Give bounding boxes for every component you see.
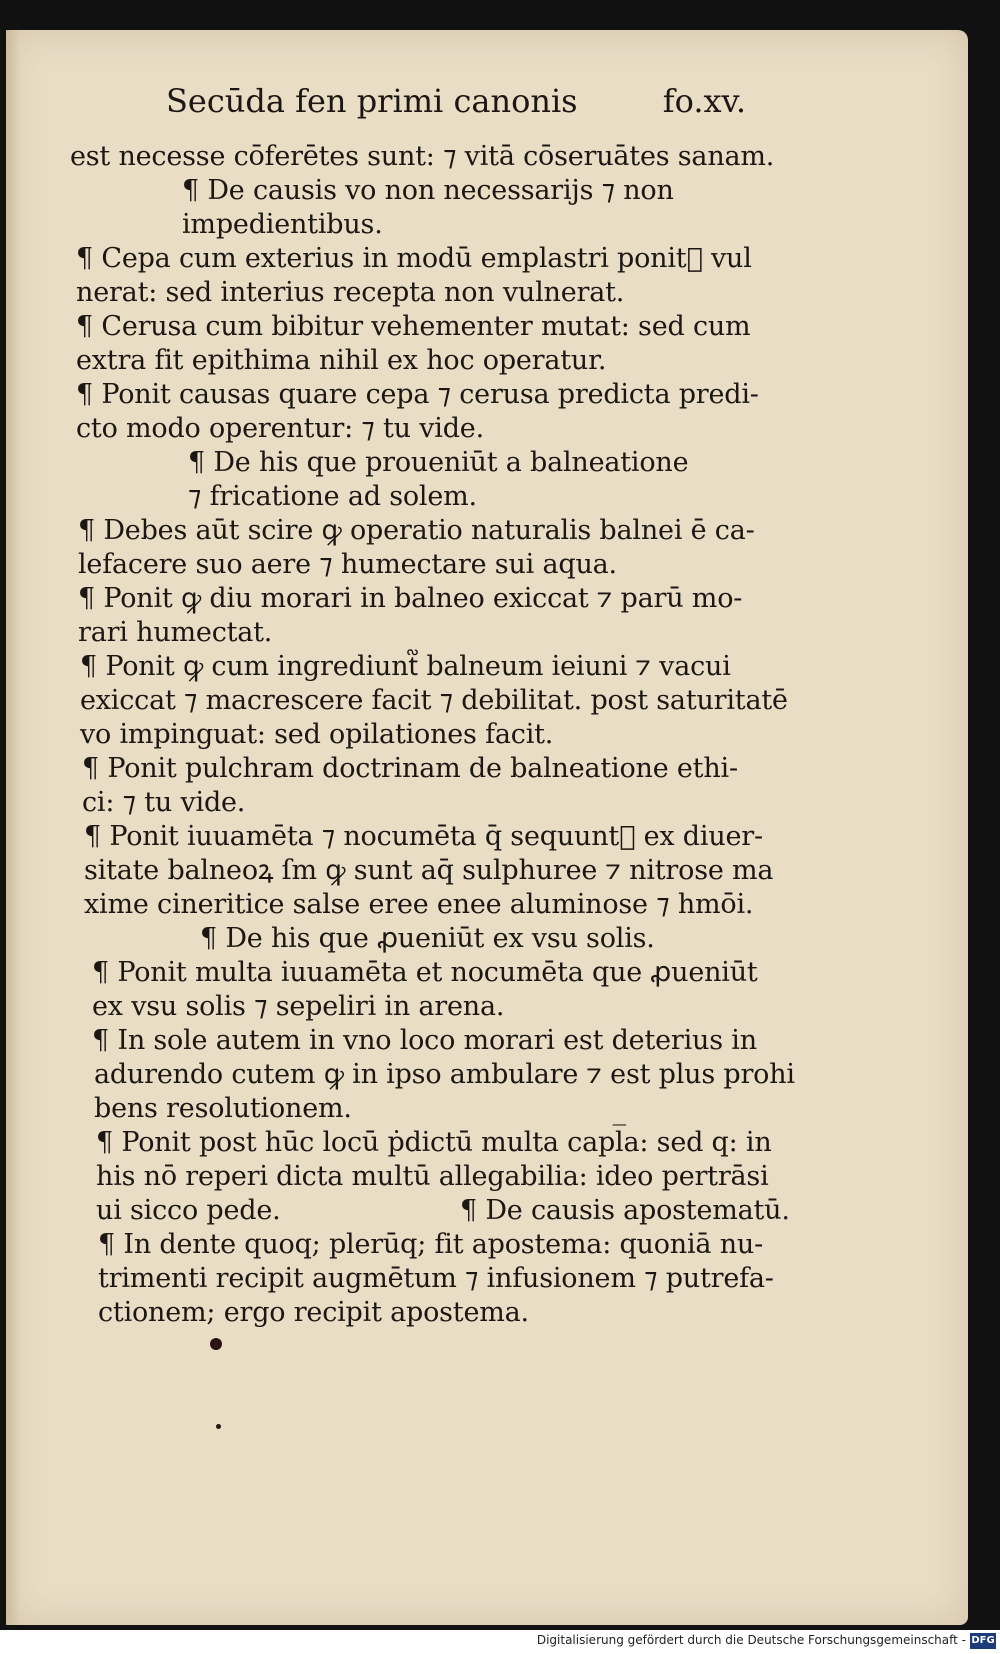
paragraph-line: ¶ Ponit ꝙ diu morari in balneo exiccat ⁊ parū mo- [78, 583, 743, 614]
text-line: trimenti recipit augmētum ⁊ infusionem ⁊ putrefa- [98, 1263, 774, 1294]
text-line: exiccat ⁊ macrescere facit ⁊ debilitat. post saturitatē [80, 685, 788, 716]
section-heading: ¶ De causis vo non necessarijs ⁊ non [182, 175, 674, 206]
text-line: cto modo operentur: ⁊ tu vide. [76, 413, 484, 444]
folio-number: fo.xv. [662, 82, 746, 120]
text-line: lefacere suo aere ⁊ humectare sui aqua. [78, 549, 617, 580]
running-head-title: Secūda fen primi canonis [166, 82, 578, 120]
text-line: vo impinguat: sed opilationes facit. [80, 719, 554, 750]
section-heading: ¶ De causis apostematū. [460, 1195, 790, 1226]
paragraph-line: ¶ Ponit multa iuuamēta et nocumēta que ꝓueniūt [92, 957, 758, 988]
text-line: rari humectat. [78, 617, 273, 648]
section-heading: ¶ De his que proueniūt a balneatione [188, 447, 689, 478]
paragraph-line: ¶ Ponit causas quare cepa ⁊ cerusa predicta predi- [76, 379, 759, 410]
text-line: est necesse cōferētes sunt: ⁊ vitā cōseruātes sanam. [70, 141, 775, 172]
text-line: his nō reperi dicta multū allegabilia: ideo pertrāsi [96, 1161, 769, 1192]
paragraph-line: ¶ Ponit iuuamēta ⁊ nocumēta q̄ sequunt᷑ ex diuer- [84, 821, 763, 852]
paragraph-line: ¶ Cerusa cum bibitur vehementer mutat: sed cum [76, 311, 751, 342]
text-line: adurendo cutem ꝙ in ipso ambulare ⁊ est plus prohi [94, 1059, 795, 1090]
text-line: nerat: sed interius recepta non vulnerat. [76, 277, 625, 308]
ink-speck [216, 1424, 221, 1429]
running-head [166, 82, 746, 126]
paragraph-line: ¶ In dente quoq; plerūq; fit apostema: quoniā nu- [98, 1229, 764, 1260]
paragraph-line: ¶ In sole autem in vno loco morari est deterius in [92, 1025, 757, 1056]
book-page [6, 30, 968, 1625]
page-gutter-shadow [6, 30, 20, 1625]
section-heading-cont: ⁊ fricatione ad solem. [188, 481, 477, 512]
section-heading: ¶ De his que ꝓueniūt ex vsu solis. [200, 923, 655, 954]
paragraph-line: ¶ Ponit ꝙ cum ingrediunt᷑ balneum ieiuni ⁊ vacui [80, 651, 731, 682]
paragraph-line: ¶ Ponit post hūc locū ṗdictū multa capl̅a: sed q: in [96, 1127, 772, 1158]
paragraph-line: ¶ Ponit pulchram doctrinam de balneatione ethi- [82, 753, 738, 784]
text-line: ci: ⁊ tu vide. [82, 787, 246, 818]
text-line: extra fit epithima nihil ex hoc operatur. [76, 345, 607, 376]
text-line: ex vsu solis ⁊ sepeliri in arena. [92, 991, 505, 1022]
text-line: bens resolutionem. [94, 1093, 352, 1124]
section-heading-cont: impedientibus. [182, 209, 383, 240]
text-line: sitate balneoꝝ ſm ꝙ sunt aq̄ sulphuree ⁊ nitrose ma [84, 855, 774, 886]
paragraph-line: ¶ Cepa cum exterius in modū emplastri ponit᷑ vul [76, 243, 752, 274]
digitization-footer [0, 1630, 1000, 1654]
paragraph-line: ¶ Debes aūt scire ꝙ operatio naturalis balnei ē ca- [78, 515, 755, 546]
footer-credit: Digitalisierung gefördert durch die Deutsche Forschungsgemeinschaft - [536, 1633, 966, 1647]
dfg-logo: DFG [970, 1633, 996, 1649]
text-line: ui sicco pede. [96, 1195, 281, 1226]
ink-blot [210, 1338, 222, 1350]
text-line: xime cineritice salse eree enee aluminose ⁊ hmōi. [84, 889, 754, 920]
text-line: ctionem; ergo recipit apostema. [98, 1297, 529, 1328]
